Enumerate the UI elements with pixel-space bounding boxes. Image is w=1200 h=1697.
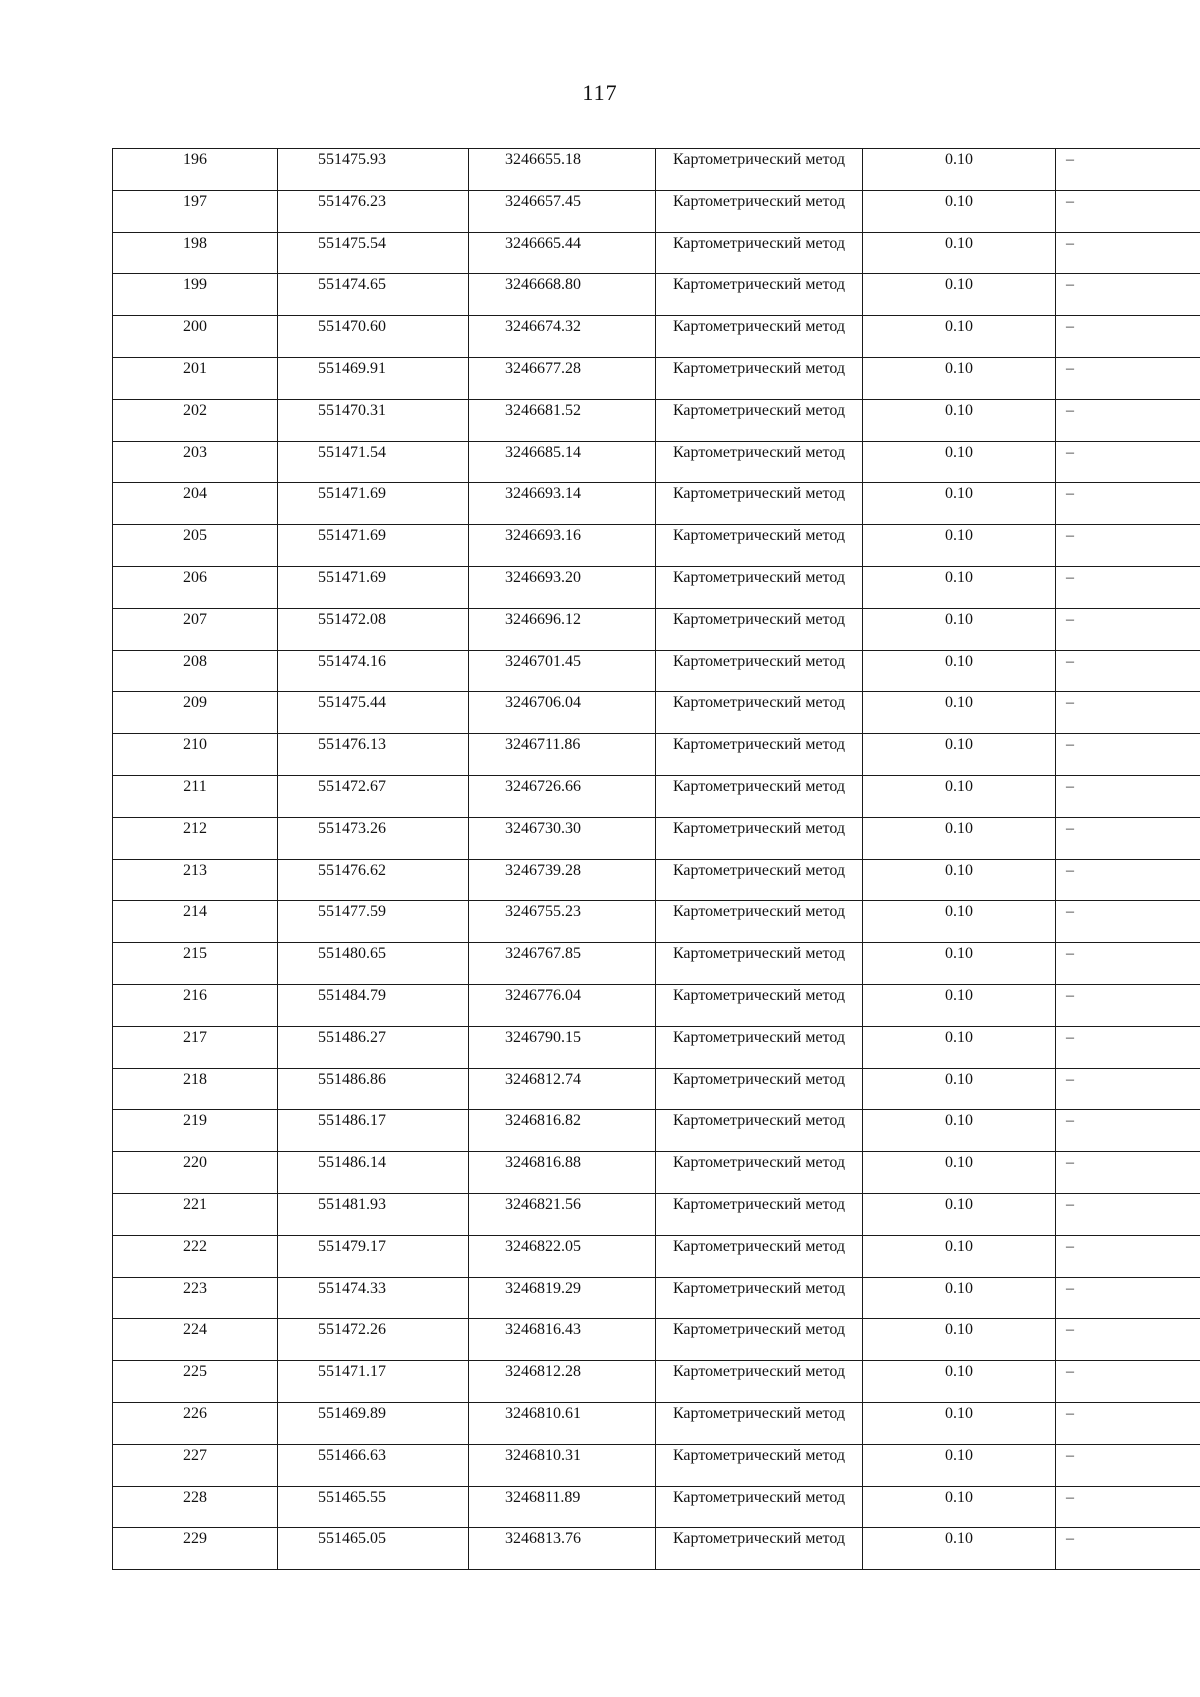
- y-coordinate-cell: 3246816.43: [469, 1319, 656, 1361]
- point-number-cell: 225: [113, 1361, 278, 1403]
- point-number-cell: 209: [113, 692, 278, 734]
- accuracy-cell: 0.10: [863, 1319, 1056, 1361]
- accuracy-cell: 0.10: [863, 483, 1056, 525]
- note-cell: –: [1056, 1319, 1200, 1361]
- table-row: [113, 1152, 1200, 1194]
- y-coordinate-cell: 3246776.04: [469, 984, 656, 1026]
- x-coordinate-cell: 551486.14: [278, 1152, 469, 1194]
- table-row: [113, 1026, 1200, 1068]
- method-cell: Картометрический метод: [656, 1193, 863, 1235]
- table-row: [113, 859, 1200, 901]
- table-row: [113, 1110, 1200, 1152]
- method-cell: Картометрический метод: [656, 1152, 863, 1194]
- table-row: [113, 984, 1200, 1026]
- x-coordinate-cell: 551486.86: [278, 1068, 469, 1110]
- x-coordinate-cell: 551481.93: [278, 1193, 469, 1235]
- note-cell: –: [1056, 1402, 1200, 1444]
- accuracy-cell: 0.10: [863, 357, 1056, 399]
- accuracy-cell: 0.10: [863, 734, 1056, 776]
- note-cell: –: [1056, 274, 1200, 316]
- y-coordinate-cell: 3246674.32: [469, 316, 656, 358]
- x-coordinate-cell: 551474.65: [278, 274, 469, 316]
- note-cell: –: [1056, 1486, 1200, 1528]
- method-cell: Картометрический метод: [656, 1319, 863, 1361]
- point-number-cell: 199: [113, 274, 278, 316]
- accuracy-cell: 0.10: [863, 943, 1056, 985]
- method-cell: Картометрический метод: [656, 817, 863, 859]
- point-number-cell: 206: [113, 566, 278, 608]
- y-coordinate-cell: 3246696.12: [469, 608, 656, 650]
- table-row: [113, 274, 1200, 316]
- table-row: [113, 441, 1200, 483]
- point-number-cell: 196: [113, 149, 278, 191]
- note-cell: –: [1056, 1235, 1200, 1277]
- x-coordinate-cell: 551474.16: [278, 650, 469, 692]
- y-coordinate-cell: 3246812.74: [469, 1068, 656, 1110]
- y-coordinate-cell: 3246821.56: [469, 1193, 656, 1235]
- point-number-cell: 226: [113, 1402, 278, 1444]
- x-coordinate-cell: 551471.69: [278, 525, 469, 567]
- method-cell: Картометрический метод: [656, 1486, 863, 1528]
- accuracy-cell: 0.10: [863, 149, 1056, 191]
- x-coordinate-cell: 551486.27: [278, 1026, 469, 1068]
- accuracy-cell: 0.10: [863, 692, 1056, 734]
- y-coordinate-cell: 3246665.44: [469, 232, 656, 274]
- note-cell: –: [1056, 190, 1200, 232]
- method-cell: Картометрический метод: [656, 1528, 863, 1570]
- method-cell: Картометрический метод: [656, 1444, 863, 1486]
- table-row: [113, 901, 1200, 943]
- note-cell: –: [1056, 901, 1200, 943]
- y-coordinate-cell: 3246706.04: [469, 692, 656, 734]
- method-cell: Картометрический метод: [656, 1402, 863, 1444]
- method-cell: Картометрический метод: [656, 399, 863, 441]
- table-row: [113, 149, 1200, 191]
- note-cell: –: [1056, 1528, 1200, 1570]
- x-coordinate-cell: 551474.33: [278, 1277, 469, 1319]
- y-coordinate-cell: 3246767.85: [469, 943, 656, 985]
- y-coordinate-cell: 3246810.61: [469, 1402, 656, 1444]
- y-coordinate-cell: 3246693.14: [469, 483, 656, 525]
- note-cell: –: [1056, 1361, 1200, 1403]
- x-coordinate-cell: 551471.69: [278, 566, 469, 608]
- y-coordinate-cell: 3246816.88: [469, 1152, 656, 1194]
- table-row: [113, 1277, 1200, 1319]
- accuracy-cell: 0.10: [863, 1152, 1056, 1194]
- y-coordinate-cell: 3246685.14: [469, 441, 656, 483]
- table-row: [113, 1361, 1200, 1403]
- note-cell: –: [1056, 149, 1200, 191]
- point-number-cell: 202: [113, 399, 278, 441]
- point-number-cell: 207: [113, 608, 278, 650]
- accuracy-cell: 0.10: [863, 984, 1056, 1026]
- note-cell: –: [1056, 650, 1200, 692]
- method-cell: Картометрический метод: [656, 943, 863, 985]
- point-number-cell: 208: [113, 650, 278, 692]
- table-row: [113, 943, 1200, 985]
- method-cell: Картометрический метод: [656, 901, 863, 943]
- y-coordinate-cell: 3246739.28: [469, 859, 656, 901]
- y-coordinate-cell: 3246730.30: [469, 817, 656, 859]
- y-coordinate-cell: 3246726.66: [469, 775, 656, 817]
- x-coordinate-cell: 551472.26: [278, 1319, 469, 1361]
- accuracy-cell: 0.10: [863, 566, 1056, 608]
- method-cell: Картометрический метод: [656, 566, 863, 608]
- accuracy-cell: 0.10: [863, 1528, 1056, 1570]
- note-cell: –: [1056, 357, 1200, 399]
- table-row: [113, 232, 1200, 274]
- x-coordinate-cell: 551469.91: [278, 357, 469, 399]
- method-cell: Картометрический метод: [656, 441, 863, 483]
- accuracy-cell: 0.10: [863, 1402, 1056, 1444]
- y-coordinate-cell: 3246811.89: [469, 1486, 656, 1528]
- method-cell: Картометрический метод: [656, 775, 863, 817]
- x-coordinate-cell: 551471.69: [278, 483, 469, 525]
- table-row: [113, 483, 1200, 525]
- point-number-cell: 198: [113, 232, 278, 274]
- note-cell: –: [1056, 943, 1200, 985]
- method-cell: Картометрический метод: [656, 316, 863, 358]
- method-cell: Картометрический метод: [656, 149, 863, 191]
- x-coordinate-cell: 551476.23: [278, 190, 469, 232]
- coordinates-table-body: [113, 149, 1200, 1570]
- y-coordinate-cell: 3246790.15: [469, 1026, 656, 1068]
- point-number-cell: 220: [113, 1152, 278, 1194]
- y-coordinate-cell: 3246668.80: [469, 274, 656, 316]
- y-coordinate-cell: 3246711.86: [469, 734, 656, 776]
- note-cell: –: [1056, 817, 1200, 859]
- method-cell: Картометрический метод: [656, 692, 863, 734]
- table-row: [113, 1235, 1200, 1277]
- x-coordinate-cell: 551477.59: [278, 901, 469, 943]
- point-number-cell: 203: [113, 441, 278, 483]
- point-number-cell: 210: [113, 734, 278, 776]
- point-number-cell: 212: [113, 817, 278, 859]
- accuracy-cell: 0.10: [863, 859, 1056, 901]
- accuracy-cell: 0.10: [863, 1235, 1056, 1277]
- point-number-cell: 197: [113, 190, 278, 232]
- point-number-cell: 204: [113, 483, 278, 525]
- x-coordinate-cell: 551465.05: [278, 1528, 469, 1570]
- table-row: [113, 1402, 1200, 1444]
- x-coordinate-cell: 551479.17: [278, 1235, 469, 1277]
- accuracy-cell: 0.10: [863, 901, 1056, 943]
- point-number-cell: 214: [113, 901, 278, 943]
- method-cell: Картометрический метод: [656, 1026, 863, 1068]
- method-cell: Картометрический метод: [656, 274, 863, 316]
- x-coordinate-cell: 551472.08: [278, 608, 469, 650]
- page-number: 117: [582, 80, 618, 105]
- note-cell: –: [1056, 1110, 1200, 1152]
- method-cell: Картометрический метод: [656, 1235, 863, 1277]
- point-number-cell: 216: [113, 984, 278, 1026]
- method-cell: Картометрический метод: [656, 859, 863, 901]
- method-cell: Картометрический метод: [656, 525, 863, 567]
- table-row: [113, 817, 1200, 859]
- point-number-cell: 228: [113, 1486, 278, 1528]
- method-cell: Картометрический метод: [656, 357, 863, 399]
- note-cell: –: [1056, 775, 1200, 817]
- y-coordinate-cell: 3246655.18: [469, 149, 656, 191]
- table-row: [113, 1068, 1200, 1110]
- x-coordinate-cell: 551475.54: [278, 232, 469, 274]
- accuracy-cell: 0.10: [863, 1277, 1056, 1319]
- point-number-cell: 213: [113, 859, 278, 901]
- coordinates-table: [112, 148, 1200, 1570]
- table-row: [113, 1319, 1200, 1361]
- accuracy-cell: 0.10: [863, 190, 1056, 232]
- x-coordinate-cell: 551476.13: [278, 734, 469, 776]
- y-coordinate-cell: 3246810.31: [469, 1444, 656, 1486]
- y-coordinate-cell: 3246816.82: [469, 1110, 656, 1152]
- y-coordinate-cell: 3246677.28: [469, 357, 656, 399]
- note-cell: –: [1056, 1152, 1200, 1194]
- note-cell: –: [1056, 692, 1200, 734]
- y-coordinate-cell: 3246693.20: [469, 566, 656, 608]
- y-coordinate-cell: 3246693.16: [469, 525, 656, 567]
- y-coordinate-cell: 3246657.45: [469, 190, 656, 232]
- accuracy-cell: 0.10: [863, 232, 1056, 274]
- accuracy-cell: 0.10: [863, 608, 1056, 650]
- x-coordinate-cell: 551473.26: [278, 817, 469, 859]
- y-coordinate-cell: 3246819.29: [469, 1277, 656, 1319]
- accuracy-cell: 0.10: [863, 1444, 1056, 1486]
- accuracy-cell: 0.10: [863, 1361, 1056, 1403]
- table-row: [113, 608, 1200, 650]
- x-coordinate-cell: 551470.60: [278, 316, 469, 358]
- point-number-cell: 219: [113, 1110, 278, 1152]
- x-coordinate-cell: 551465.55: [278, 1486, 469, 1528]
- note-cell: –: [1056, 441, 1200, 483]
- point-number-cell: 223: [113, 1277, 278, 1319]
- table-row: [113, 1444, 1200, 1486]
- x-coordinate-cell: 551471.54: [278, 441, 469, 483]
- method-cell: Картометрический метод: [656, 190, 863, 232]
- point-number-cell: 224: [113, 1319, 278, 1361]
- method-cell: Картометрический метод: [656, 984, 863, 1026]
- x-coordinate-cell: 551475.44: [278, 692, 469, 734]
- accuracy-cell: 0.10: [863, 1068, 1056, 1110]
- accuracy-cell: 0.10: [863, 525, 1056, 567]
- accuracy-cell: 0.10: [863, 650, 1056, 692]
- method-cell: Картометрический метод: [656, 734, 863, 776]
- x-coordinate-cell: 551469.89: [278, 1402, 469, 1444]
- accuracy-cell: 0.10: [863, 775, 1056, 817]
- note-cell: –: [1056, 734, 1200, 776]
- method-cell: Картометрический метод: [656, 1110, 863, 1152]
- table-row: [113, 650, 1200, 692]
- point-number-cell: 200: [113, 316, 278, 358]
- point-number-cell: 215: [113, 943, 278, 985]
- note-cell: –: [1056, 525, 1200, 567]
- x-coordinate-cell: 551486.17: [278, 1110, 469, 1152]
- x-coordinate-cell: 551471.17: [278, 1361, 469, 1403]
- method-cell: Картометрический метод: [656, 650, 863, 692]
- y-coordinate-cell: 3246681.52: [469, 399, 656, 441]
- table-row: [113, 1528, 1200, 1570]
- point-number-cell: 201: [113, 357, 278, 399]
- accuracy-cell: 0.10: [863, 316, 1056, 358]
- table-row: [113, 775, 1200, 817]
- accuracy-cell: 0.10: [863, 1193, 1056, 1235]
- note-cell: –: [1056, 316, 1200, 358]
- note-cell: –: [1056, 399, 1200, 441]
- method-cell: Картометрический метод: [656, 1277, 863, 1319]
- note-cell: –: [1056, 232, 1200, 274]
- point-number-cell: 205: [113, 525, 278, 567]
- x-coordinate-cell: 551484.79: [278, 984, 469, 1026]
- y-coordinate-cell: 3246755.23: [469, 901, 656, 943]
- note-cell: –: [1056, 984, 1200, 1026]
- accuracy-cell: 0.10: [863, 1486, 1056, 1528]
- point-number-cell: 221: [113, 1193, 278, 1235]
- note-cell: –: [1056, 1444, 1200, 1486]
- note-cell: –: [1056, 483, 1200, 525]
- y-coordinate-cell: 3246812.28: [469, 1361, 656, 1403]
- y-coordinate-cell: 3246813.76: [469, 1528, 656, 1570]
- accuracy-cell: 0.10: [863, 441, 1056, 483]
- point-number-cell: 218: [113, 1068, 278, 1110]
- point-number-cell: 222: [113, 1235, 278, 1277]
- point-number-cell: 211: [113, 775, 278, 817]
- note-cell: –: [1056, 1277, 1200, 1319]
- note-cell: –: [1056, 1026, 1200, 1068]
- table-row: [113, 316, 1200, 358]
- table-row: [113, 692, 1200, 734]
- method-cell: Картометрический метод: [656, 1361, 863, 1403]
- x-coordinate-cell: 551476.62: [278, 859, 469, 901]
- point-number-cell: 227: [113, 1444, 278, 1486]
- table-row: [113, 190, 1200, 232]
- table-row: [113, 357, 1200, 399]
- x-coordinate-cell: 551470.31: [278, 399, 469, 441]
- accuracy-cell: 0.10: [863, 1110, 1056, 1152]
- x-coordinate-cell: 551472.67: [278, 775, 469, 817]
- table-row: [113, 1486, 1200, 1528]
- note-cell: –: [1056, 859, 1200, 901]
- table-row: [113, 734, 1200, 776]
- table-row: [113, 525, 1200, 567]
- table-row: [113, 566, 1200, 608]
- method-cell: Картометрический метод: [656, 232, 863, 274]
- x-coordinate-cell: 551475.93: [278, 149, 469, 191]
- note-cell: –: [1056, 608, 1200, 650]
- x-coordinate-cell: 551466.63: [278, 1444, 469, 1486]
- method-cell: Картометрический метод: [656, 608, 863, 650]
- x-coordinate-cell: 551480.65: [278, 943, 469, 985]
- note-cell: –: [1056, 1193, 1200, 1235]
- accuracy-cell: 0.10: [863, 399, 1056, 441]
- table-row: [113, 1193, 1200, 1235]
- method-cell: Картометрический метод: [656, 483, 863, 525]
- point-number-cell: 229: [113, 1528, 278, 1570]
- method-cell: Картометрический метод: [656, 1068, 863, 1110]
- accuracy-cell: 0.10: [863, 817, 1056, 859]
- accuracy-cell: 0.10: [863, 274, 1056, 316]
- point-number-cell: 217: [113, 1026, 278, 1068]
- note-cell: –: [1056, 566, 1200, 608]
- y-coordinate-cell: 3246822.05: [469, 1235, 656, 1277]
- note-cell: –: [1056, 1068, 1200, 1110]
- table-row: [113, 399, 1200, 441]
- y-coordinate-cell: 3246701.45: [469, 650, 656, 692]
- accuracy-cell: 0.10: [863, 1026, 1056, 1068]
